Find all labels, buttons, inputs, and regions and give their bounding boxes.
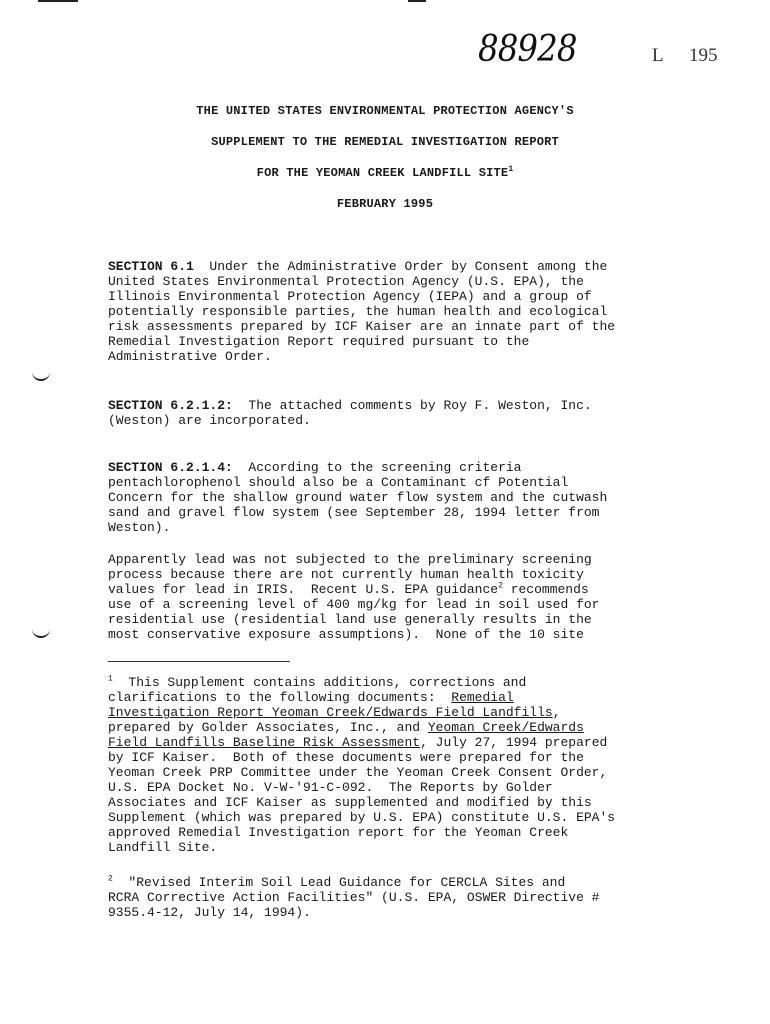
handwritten-document-number: 88928 xyxy=(478,29,577,70)
footnote-ref-1: 1 xyxy=(508,165,514,174)
lead-screening-paragraph: Apparently lead was not subjected to the preliminary screening process because there are not currently human health toxicity values for lead in IRIS. Recent U.S. EPA guidance$^2$ recommends use of a screening level of 400 mg/kg for lead in soil used for residential use (residential land use generally results in the most conservative exposure assumptions). None of the 10 site xyxy=(108,552,600,642)
footnote-2: $^2$ "Revised Interim Soil Lead Guidance for CERCLA Sites and RCRA Corrective Action Facilities" (U.S. EPA, OSWER Directive # 9355.4-12, July 14, 1994). xyxy=(108,874,600,920)
footnote-ref-2: 2 xyxy=(498,581,503,591)
margin-tick-mark xyxy=(32,371,50,381)
page-number: 195 xyxy=(689,45,718,66)
scan-mark-top-left xyxy=(38,0,78,2)
section-6-2-1-2: SECTION 6.2.1.2: The attached comments by Roy F. Weston, Inc. (Weston) are incorporated. xyxy=(108,398,592,428)
stamp-letter: L xyxy=(652,45,664,66)
report-date: FEBRUARY 1995 xyxy=(336,197,434,211)
footnote-mark: 1 xyxy=(108,674,113,684)
scan-mark-top-center xyxy=(408,0,426,2)
title-line-1: THE UNITED STATES ENVIRONMENTAL PROTECTION AGENCY'S xyxy=(196,104,574,118)
title-line-3: FOR THE YEOMAN CREEK LANDFILL SITE$^1$ xyxy=(256,165,514,180)
margin-tick-mark xyxy=(32,628,50,638)
section-heading: SECTION 6.2.1.2: xyxy=(108,398,233,413)
footnote-mark: 2 xyxy=(108,874,113,884)
section-heading: SECTION 6.2.1.4: xyxy=(108,460,233,475)
footnote-1: $^1$ This Supplement contains additions, corrections and clarifications to the following documents: Remedial Investigation Report Yeoman Creek/Edwards Field Landfills, prepared by Golder Associates, Inc., and Yeoman Creek/Edwards Field Landfills Baseline Risk Assessment, July 27, 1994 prepared by ICF Kaiser. Both of these documents were prepared for the Yeoman Creek PRP Committee under the Yeoman Creek Consent Order, U.S. EPA Docket No. V-W-'91-C-092. The Reports by Golder Associates and ICF Kaiser as supplemented and modified by this Supplement (which was prepared by U.S. EPA) constitute U.S. EPA's approved Remedial Investigation report for the Yeoman Creek Landfill Site. xyxy=(108,674,616,855)
title-line-2: SUPPLEMENT TO THE REMEDIAL INVESTIGATION REPORT xyxy=(211,135,559,149)
section-heading: SECTION 6.1 xyxy=(108,259,194,274)
section-6-2-1-4: SECTION 6.2.1.4: According to the screening criteria pentachlorophenol should also be a Contaminant cf Potential Concern for the shallow ground water flow system and the cutwash sand and gravel flow system (see September 28, 1994 letter from Weston). xyxy=(108,460,608,535)
footnote-separator xyxy=(108,661,290,662)
section-6-1: SECTION 6.1 Under the Administrative Order by Consent among the United States Environmental Protection Agency (U.S. EPA), the Illinois Environmental Protection Agency (IEPA) and a group of potentially responsible parties, the human health and ecological risk assessments prepared by ICF Kaiser are an innate part of the Remedial Investigation Report required pursuant to the Administrative Order. xyxy=(108,259,616,364)
